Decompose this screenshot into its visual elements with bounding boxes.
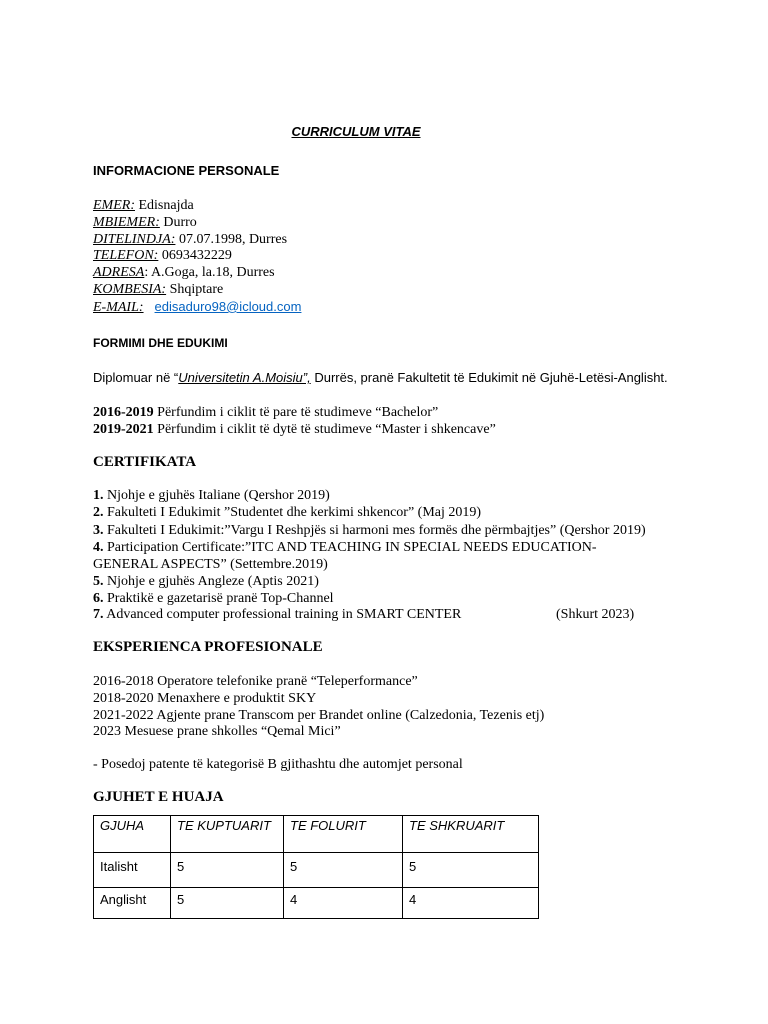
certificate-text: GENERAL ASPECTS” (Settembre.2019) xyxy=(93,557,328,572)
education-text: Përfundim i ciklit të pare të studimeve “Bachelor” xyxy=(153,405,439,420)
field-address xyxy=(93,265,301,282)
certificate-item xyxy=(93,573,319,590)
certificate-number: 7. xyxy=(93,607,104,622)
education-years: 2019-2021 xyxy=(93,422,154,437)
certificate-item xyxy=(93,539,597,556)
field-value: Durro xyxy=(159,214,197,230)
diploma-line xyxy=(93,370,668,385)
diploma-suffix: Durrës, pranë Fakultetit të Edukimit në Gjuhë-Letësi-Anglisht. xyxy=(310,370,668,385)
license-note: - Posedoj patente të kategorisë B gjithashtu dhe automjet personal xyxy=(93,757,463,772)
table-cell: 5 xyxy=(171,888,284,919)
education-item xyxy=(93,421,496,438)
table-header-cell: TE SHKRUARIT xyxy=(403,816,539,853)
experience-item: 2021-2022 Agjente prane Transcom per Brandet online (Calzedonia, Tezenis etj) xyxy=(93,708,545,723)
education-years: 2016-2019 xyxy=(93,405,154,420)
certificate-number: 4. xyxy=(93,540,104,555)
field-label: DITELINDJA: xyxy=(93,231,176,247)
certificate-item xyxy=(93,504,481,521)
field-label: EMER: xyxy=(93,198,135,213)
table-header-cell: GJUHA xyxy=(94,816,171,853)
field-nationality xyxy=(93,282,301,299)
experience-item: 2018-2020 Menaxhere e produktit SKY xyxy=(93,691,317,706)
certificates-heading: CERTIFIKATA xyxy=(93,454,197,470)
field-label: TELEFON: xyxy=(93,248,159,264)
education-item xyxy=(93,404,438,421)
table-header-row xyxy=(94,816,539,853)
table-header-cell: TE KUPTUARIT xyxy=(171,816,284,853)
table-row xyxy=(94,853,539,888)
certificate-text: Fakulteti I Edukimit:”Vargu I Reshpjës si harmoni mes formës dhe përmbajtjes” (Qershor 2019) xyxy=(103,523,646,538)
certificate-item xyxy=(93,606,461,623)
certificate-text: Njohje e gjuhës Angleze (Aptis 2021) xyxy=(103,574,319,589)
personal-info-heading: INFORMACIONE PERSONALE xyxy=(93,163,280,178)
languages-heading: GJUHET E HUAJA xyxy=(93,789,224,805)
certificate-item xyxy=(93,556,328,573)
field-phone xyxy=(93,248,301,265)
certificate-number: 3. xyxy=(93,523,104,538)
field-value: Edisnajda xyxy=(134,198,194,213)
certificate-text: Advanced computer professional training in SMART CENTER xyxy=(103,607,462,622)
certificate-number: 6. xyxy=(93,591,104,606)
education-heading: FORMIMI DHE EDUKIMI xyxy=(93,336,228,350)
field-value: : A.Goga, la.18, Durres xyxy=(144,265,275,281)
table-row xyxy=(94,888,539,919)
field-value: 0693432229 xyxy=(158,248,232,264)
email-link[interactable]: edisaduro98@icloud.com xyxy=(154,298,302,314)
certificate-text: Njohje e gjuhës Italiane (Qershor 2019) xyxy=(103,488,330,503)
certificate-text: Participation Certificate:”ITC AND TEACHING IN SPECIAL NEEDS EDUCATION- xyxy=(103,540,597,555)
table-cell: 5 xyxy=(284,853,403,888)
field-value: Shqiptare xyxy=(166,281,224,297)
certificate-item xyxy=(93,487,330,504)
certificate-date: (Shkurt 2023) xyxy=(556,607,635,622)
diploma-university: Universitetin A.Moisiu”, xyxy=(178,370,311,385)
field-label: KOMBESIA: xyxy=(93,281,167,297)
field-surname xyxy=(93,215,301,232)
table-cell: 4 xyxy=(284,888,403,919)
field-birthdate xyxy=(93,232,301,249)
personal-info-list xyxy=(93,198,301,316)
field-label: MBIEMER: xyxy=(93,214,160,230)
field-label: ADRESA xyxy=(93,265,145,281)
field-email xyxy=(93,299,301,316)
certificate-item xyxy=(93,590,334,607)
certificate-item xyxy=(93,522,646,539)
certificate-text: Fakulteti I Edukimit ”Studentet dhe kerkimi shkencor” (Maj 2019) xyxy=(103,505,482,520)
table-cell: 4 xyxy=(403,888,539,919)
experience-item: 2023 Mesuese prane shkolles “Qemal Mici” xyxy=(93,724,341,739)
languages-table xyxy=(93,815,539,919)
certificate-text: Praktikë e gazetarisë pranë Top-Channel xyxy=(103,591,334,606)
education-text: Përfundim i ciklit të dytë të studimeve “Master i shkencave” xyxy=(153,422,496,437)
certificate-number: 1. xyxy=(93,488,104,503)
table-header-cell: TE FOLURIT xyxy=(284,816,403,853)
table-cell: 5 xyxy=(403,853,539,888)
certificate-number: 5. xyxy=(93,574,104,589)
certificate-number: 2. xyxy=(93,505,104,520)
table-cell: Anglisht xyxy=(94,888,171,919)
table-cell: 5 xyxy=(171,853,284,888)
field-name xyxy=(93,198,301,215)
table-cell: Italisht xyxy=(94,853,171,888)
experience-heading: EKSPERIENCA PROFESIONALE xyxy=(93,639,323,655)
diploma-prefix: Diplomuar në “ xyxy=(93,370,179,385)
experience-item: 2016-2018 Operatore telefonike pranë “Teleperformance” xyxy=(93,674,418,689)
field-value: 07.07.1998, Durres xyxy=(175,231,288,247)
document-title: CURRICULUM VITAE xyxy=(291,124,421,139)
field-label: E-MAIL: xyxy=(93,299,144,315)
